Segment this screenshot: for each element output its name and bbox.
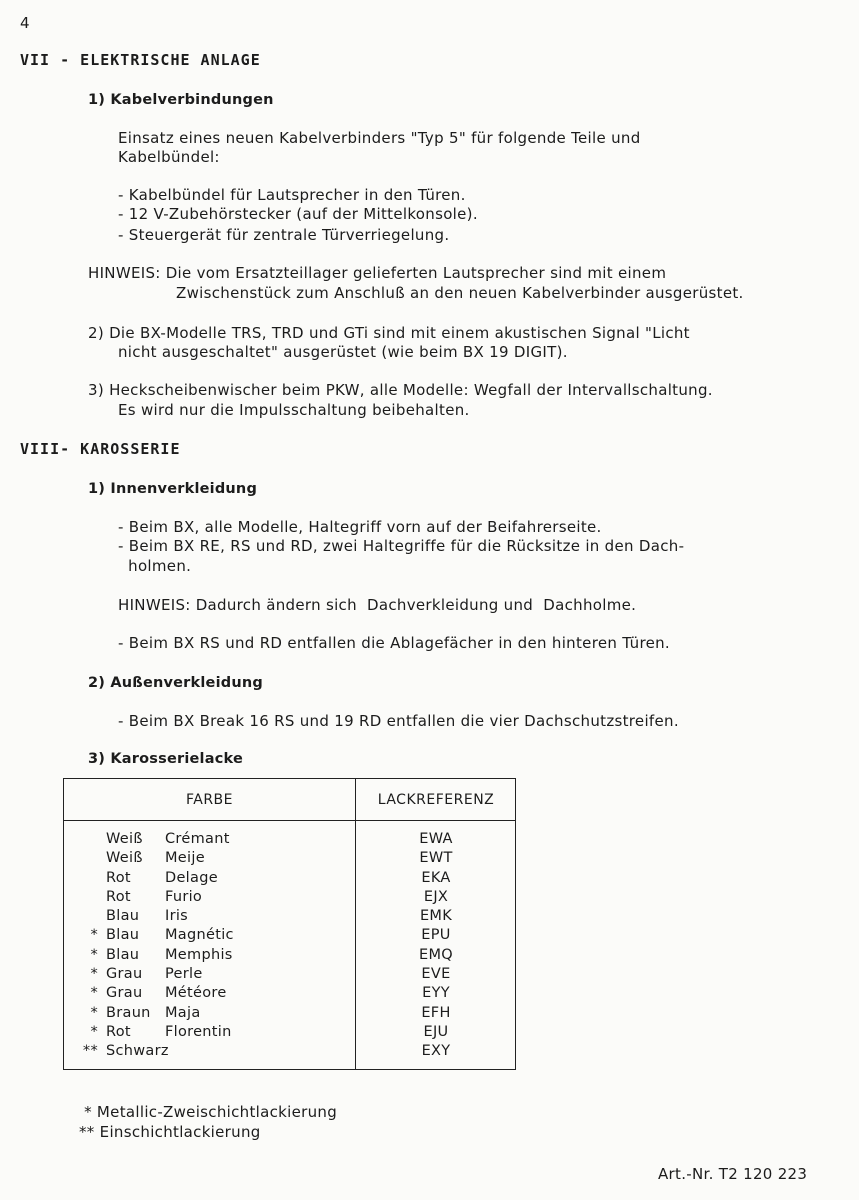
paragraph-line: Es wird nur die Impulsschaltung beibehalten. <box>118 401 470 419</box>
paint-reference: EWA <box>419 831 453 847</box>
paint-color: Rot <box>106 869 131 886</box>
paragraph-line: Einsatz eines neuen Kabelverbinders "Typ 5" für folgende Teile und <box>118 129 641 147</box>
paint-color: Braun <box>106 1004 151 1021</box>
list-item: - Beim BX RS und RD entfallen die Ablagefächer in den hinteren Türen. <box>118 634 670 652</box>
paint-color: Rot <box>106 1023 131 1040</box>
page-number: 4 <box>20 14 30 32</box>
list-item: - Beim BX Break 16 RS und 19 RD entfallen die vier Dachschutzstreifen. <box>118 712 679 730</box>
paint-reference: EMK <box>419 908 453 925</box>
table-header-farbe: FARBE <box>185 792 234 808</box>
list-item: - Beim BX RE, RS und RD, zwei Haltegriffe für die Rücksitze in den Dach- <box>118 537 685 555</box>
paint-color: Blau <box>106 946 140 963</box>
paragraph-line: Kabelbündel: <box>118 148 220 166</box>
table-row <box>64 1024 515 1043</box>
paragraph-line: 3) Heckscheibenwischer beim PKW, alle Modelle: Wegfall der Intervallschaltung. <box>88 381 713 399</box>
paint-reference: EWT <box>419 850 453 867</box>
row-marker: * <box>90 966 98 983</box>
row-marker: * <box>90 985 98 1002</box>
row-marker: * <box>90 1004 98 1021</box>
paint-name: Memphis <box>165 946 233 963</box>
note-line: HINWEIS: Die vom Ersatzteillager gelieferten Lautsprecher sind mit einem <box>88 264 667 282</box>
paint-color: Weiß <box>106 831 143 847</box>
paint-reference: EMQ <box>419 946 453 963</box>
table-row <box>64 889 515 908</box>
row-marker: * <box>90 927 98 944</box>
paint-name: Magnétic <box>165 927 234 944</box>
subsection-karosserielacke-title: 3) Karosserielacke <box>88 751 243 767</box>
paint-name: Perle <box>165 966 203 983</box>
row-marker: * <box>90 1023 98 1040</box>
table-row <box>64 1005 515 1024</box>
table-row <box>64 985 515 1004</box>
paint-name: Delage <box>165 869 218 886</box>
table-row <box>64 831 515 850</box>
paint-table <box>63 778 516 1070</box>
row-marker: ** <box>82 1043 98 1060</box>
list-item: - 12 V-Zubehörstecker (auf der Mittelkonsole). <box>118 205 478 223</box>
list-item: - Beim BX, alle Modelle, Haltegriff vorn auf der Beifahrerseite. <box>118 518 602 536</box>
paint-color: Grau <box>106 985 143 1002</box>
footnote-metallic: * Metallic-Zweischichtlackierung <box>79 1103 338 1121</box>
table-header-lackreferenz: LACKREFERENZ <box>377 792 495 808</box>
note-line: HINWEIS: Dadurch ändern sich Dachverkleidung und Dachholme. <box>118 596 637 614</box>
table-row <box>64 908 515 927</box>
paint-name: Florentin <box>165 1023 232 1040</box>
paint-color: Grau <box>106 966 143 983</box>
paint-reference: EJU <box>423 1023 449 1040</box>
paint-color: Blau <box>106 908 140 925</box>
paint-name: Iris <box>165 908 189 925</box>
paint-color: Weiß <box>106 850 143 867</box>
subsection-kabelverbindungen-title: 1) Kabelverbindungen <box>88 92 274 108</box>
list-item: - Steuergerät für zentrale Türverriegelung. <box>118 226 450 244</box>
paint-name: Furio <box>165 888 203 905</box>
paint-color: Blau <box>106 927 140 944</box>
table-row <box>64 1043 515 1062</box>
list-item: holmen. <box>118 557 192 575</box>
table-row <box>64 927 515 946</box>
article-number: Art.-Nr. T2 120 223 <box>658 1165 808 1183</box>
section-viii-title: VIII- KAROSSERIE <box>20 440 181 458</box>
paint-name: Crémant <box>165 831 230 847</box>
section-vii-title: VII - ELEKTRISCHE ANLAGE <box>20 51 261 69</box>
table-row <box>64 966 515 985</box>
paint-name: Meije <box>165 850 205 867</box>
paint-name: Maja <box>165 1004 201 1021</box>
paint-reference: EPU <box>421 927 451 944</box>
footnote-einschicht: ** Einschichtlackierung <box>79 1123 261 1141</box>
paragraph-line: 2) Die BX-Modelle TRS, TRD und GTi sind mit einem akustischen Signal "Licht <box>88 324 690 342</box>
table-divider <box>64 820 515 821</box>
paint-reference: EYY <box>422 985 450 1002</box>
table-row <box>64 870 515 889</box>
paint-color: Rot <box>106 888 131 905</box>
table-row <box>64 850 515 869</box>
paint-reference: EFH <box>421 1004 451 1021</box>
paint-color: Schwarz <box>106 1043 169 1060</box>
table-row <box>64 947 515 966</box>
list-item: - Kabelbündel für Lautsprecher in den Türen. <box>118 186 466 204</box>
paint-reference: EJX <box>423 888 449 905</box>
row-marker: * <box>90 946 98 963</box>
subsection-aussenverkleidung-title: 2) Außenverkleidung <box>88 675 263 691</box>
table-body <box>64 831 515 1063</box>
paint-name: Météore <box>165 985 227 1002</box>
paint-reference: EVE <box>421 966 451 983</box>
paint-reference: EXY <box>421 1043 451 1060</box>
paint-reference: EKA <box>421 869 451 886</box>
note-line: Zwischenstück zum Anschluß an den neuen Kabelverbinder ausgerüstet. <box>176 284 744 302</box>
subsection-innenverkleidung-title: 1) Innenverkleidung <box>88 481 258 497</box>
paragraph-line: nicht ausgeschaltet" ausgerüstet (wie beim BX 19 DIGIT). <box>118 343 568 361</box>
